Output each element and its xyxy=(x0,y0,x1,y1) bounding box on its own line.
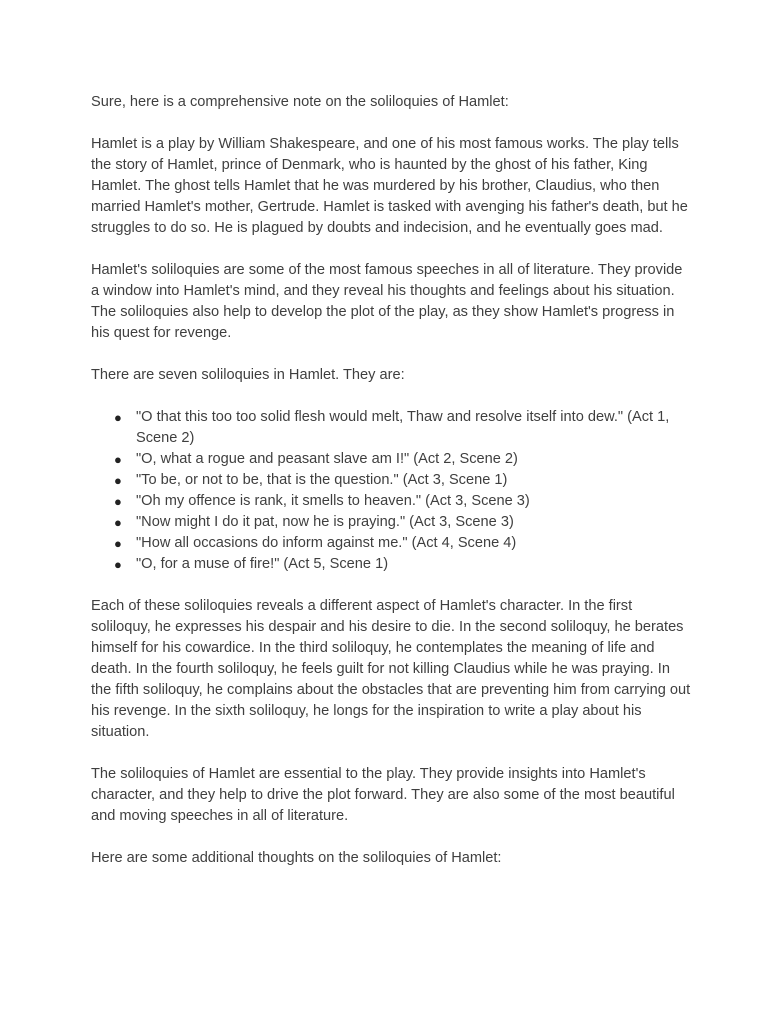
bullet-icon: ● xyxy=(114,473,122,488)
list-intro-paragraph: There are seven soliloquies in Hamlet. They are: xyxy=(91,367,405,383)
character-analysis-paragraph: Each of these soliloquies reveals a different aspect of Hamlet's character. In the first soliloquy, he expresses his despair and his desire to die. In the second soliloquy, he berates himself for his cowardice. In the third soliloquy, he contemplates the meaning of life and death. In the fourth soliloquy, he feels guilt for not killing Claudius while he was praying. In the fifth soliloquy, he complains about the obstacles that are preventing him from carrying out his revenge. In the sixth soliloquy, he longs for the inspiration to write a play about his situation. xyxy=(91,598,691,740)
list-item-text: "Now might I do it pat, now he is praying." (Act 3, Scene 3) xyxy=(136,514,514,530)
list-item xyxy=(91,491,691,512)
bullet-icon: ● xyxy=(114,536,122,551)
closing-paragraph: Here are some additional thoughts on the soliloquies of Hamlet: xyxy=(91,850,502,866)
bullet-icon: ● xyxy=(114,515,122,530)
soliloquies-list xyxy=(91,407,691,575)
list-item xyxy=(91,512,691,533)
list-item-text: "O, what a rogue and peasant slave am I!" (Act 2, Scene 2) xyxy=(136,451,518,467)
bullet-icon: ● xyxy=(114,452,122,467)
list-item-text: "Oh my offence is rank, it smells to heaven." (Act 3, Scene 3) xyxy=(136,493,530,509)
list-item xyxy=(91,449,691,470)
list-item-text: "How all occasions do inform against me." (Act 4, Scene 4) xyxy=(136,535,517,551)
bullet-icon: ● xyxy=(114,557,122,572)
list-item xyxy=(91,533,691,554)
list-item-text: "O that this too too solid flesh would melt, Thaw and resolve itself into dew." (Act 1, Scene 2) xyxy=(136,409,670,446)
list-item-text: "To be, or not to be, that is the question." (Act 3, Scene 1) xyxy=(136,472,508,488)
bullet-icon: ● xyxy=(114,410,122,425)
bullet-icon: ● xyxy=(114,494,122,509)
list-item xyxy=(91,554,691,575)
soliloquies-overview-paragraph: Hamlet's soliloquies are some of the most famous speeches in all of literature. They provide a window into Hamlet's mind, and they reveal his thoughts and feelings about his situation. The soliloquies also help to develop the plot of the play, as they show Hamlet's progress in his quest for revenge. xyxy=(91,262,683,341)
intro-paragraph: Sure, here is a comprehensive note on the soliloquies of Hamlet: xyxy=(91,94,509,110)
list-item xyxy=(91,407,691,449)
document-page xyxy=(91,92,691,890)
summary-paragraph: Hamlet is a play by William Shakespeare, and one of his most famous works. The play tells the story of Hamlet, prince of Denmark, who is haunted by the ghost of his father, King Hamlet. The ghost tells Hamlet that he was murdered by his brother, Claudius, who then married Hamlet's mother, Gertrude. Hamlet is tasked with avenging his father's death, but he struggles to do so. He is plagued by doubts and indecision, and he eventually goes mad. xyxy=(91,136,688,236)
list-item xyxy=(91,470,691,491)
list-item-text: "O, for a muse of fire!" (Act 5, Scene 1) xyxy=(136,556,389,572)
conclusion-paragraph: The soliloquies of Hamlet are essential to the play. They provide insights into Hamlet's character, and they help to drive the plot forward. They are also some of the most beautiful and moving speeches in all of literature. xyxy=(91,766,675,824)
